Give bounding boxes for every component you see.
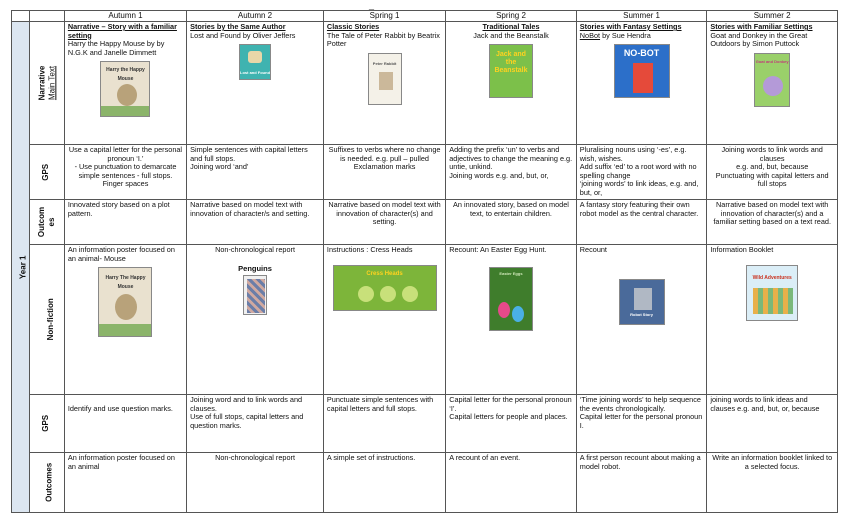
book-cover-image <box>333 265 437 311</box>
book-cover-image <box>746 265 798 321</box>
gps-cell: Joining words to link words and clauses e.g. and, but, because Punctuating with capital letters and full stops <box>707 145 838 200</box>
cover-title: NO-BOT <box>623 48 660 59</box>
gps-label-cell <box>29 395 64 453</box>
gps-label: GPS <box>41 415 51 432</box>
nonfiction-label-cell <box>29 245 64 395</box>
nonfiction-cell <box>576 245 707 395</box>
nonfiction-cell <box>446 245 577 395</box>
term-header: Spring 2 <box>446 11 577 22</box>
cover-title: Peter Rabbit <box>372 60 397 66</box>
outcomes-label: Outcomes <box>43 462 53 503</box>
outcomes-label-cell <box>29 200 64 245</box>
narrative-cell <box>446 22 577 145</box>
cover-title: Robot Story <box>630 312 653 317</box>
term-header: Autumn 1 <box>64 11 186 22</box>
curriculum-table <box>11 10 838 513</box>
outcome-cell: Narrative based on model text with innovation of character(s) and setting. <box>323 200 445 245</box>
gps-cell: Suffixes to verbs where no change is needed. e.g. pull – pulled Exclamation marks <box>323 145 445 200</box>
outcome-cell: A fantasy story featuring their own robot model as the central character. <box>576 200 707 245</box>
gps-cell: Simple sentences with capital letters and full stops. Joining word ‘and’ <box>187 145 324 200</box>
outcome-cell: A simple set of instructions. <box>323 453 445 513</box>
nonfiction-cell <box>187 245 324 395</box>
header-mark: _ <box>369 0 375 10</box>
book-text: Lost and Found by Oliver Jeffers <box>190 30 296 40</box>
outcome-cell: An innovated story, based on model text, to entertain children. <box>446 200 577 245</box>
corner-cell-2 <box>29 11 64 22</box>
term-header: Summer 2 <box>707 11 838 22</box>
narrative-label: Narrative <box>36 65 46 101</box>
narrative-cell <box>323 22 445 145</box>
year-cell <box>12 22 30 513</box>
term-header-row <box>12 11 838 22</box>
gps-cell: joining words to link ideas and clauses e.g. and, but, or, because <box>707 395 838 453</box>
narrative-cell <box>187 22 324 145</box>
cover-title: Lost and Found <box>240 69 271 75</box>
genre-title: Traditional Tales <box>482 22 540 31</box>
nonfiction-cell <box>323 245 445 395</box>
nonfiction-row <box>12 245 838 395</box>
book-cover-image <box>754 53 790 107</box>
genre-title: Stories with Fantasy Settings <box>579 22 682 31</box>
outcome-cell: A recount of an event. <box>446 453 577 513</box>
gps-cell: Joining word and to link words and clauses. Use of full stops, capital letters and question marks. <box>187 395 324 453</box>
gps-label-cell <box>29 145 64 200</box>
book-cover-image <box>489 44 533 98</box>
book-cover-image <box>239 44 271 80</box>
nonfiction-text: An information poster focused on an animal- Mouse <box>67 245 175 263</box>
outcomes-row-2 <box>12 453 838 513</box>
genre-title: Classic Stories <box>326 22 380 31</box>
outcome-cell: Non-chronological report <box>187 453 324 513</box>
nonfiction-text: Recount: An Easter Egg Hunt. <box>449 245 547 254</box>
outcome-cell: Narrative based on model text with innovation of character/s and setting. <box>187 200 324 245</box>
nonfiction-title: Penguins <box>238 263 272 273</box>
gps-cell: Identify and use question marks. <box>64 395 186 453</box>
term-header: Autumn 2 <box>187 11 324 22</box>
book-cover-image <box>98 267 152 337</box>
genre-title: Stories with Familiar Settings <box>710 22 813 31</box>
cover-title: Goat and Donkey <box>755 58 789 64</box>
outcome-cell: Innovated story based on a plot pattern. <box>64 200 186 245</box>
nonfiction-cell <box>64 245 186 395</box>
gps-cell: Adding the prefix ‘un’ to verbs and adjectives to change the meaning e.g. untie, unkind. Joining words e.g. and, but, or, <box>446 145 577 200</box>
cover-title: Harry The Happy Mouse <box>105 275 146 290</box>
book-cover-image <box>614 44 670 98</box>
outcomes-label-end: es <box>46 217 56 227</box>
narrative-label-cell <box>29 22 64 145</box>
book-cover-image <box>243 275 267 315</box>
outcomes-row <box>12 200 838 245</box>
main-text-label: Main Text <box>46 65 56 101</box>
book-text: by Sue Hendra <box>600 30 651 40</box>
cover-title: Easter Eggs <box>499 270 523 276</box>
nonfiction-text: Information Booklet <box>710 245 774 254</box>
narrative-row <box>12 22 838 145</box>
gps-cell: Punctuate simple sentences with capital letters and full stops. <box>323 395 445 453</box>
nonfiction-text: Recount <box>579 245 607 254</box>
cover-title: Harry the Happy Mouse <box>106 67 145 82</box>
nonfiction-label: Non-fiction <box>45 298 55 341</box>
narrative-cell <box>576 22 707 145</box>
gps-cell: Use a capital letter for the personal pronoun ‘I.’ - Use punctuation to demarcate simple sentences - full stops. Finger spaces <box>64 145 186 200</box>
outcomes-label-cell <box>29 453 64 513</box>
book-text: The Tale of Peter Rabbit by Beatrix Potter <box>326 30 440 49</box>
book-cover-image <box>368 53 402 105</box>
term-header: Summer 1 <box>576 11 707 22</box>
outcome-cell: A first person recount about making a model robot. <box>576 453 707 513</box>
outcomes-label: Outcom <box>36 206 46 238</box>
book-cover-image <box>100 61 150 117</box>
gps-cell: ‘Time joining words’ to help sequence the events chronologically. Capital letter for the personal pronoun I. <box>576 395 707 453</box>
book-text: Goat and Donkey in the Great Outdoors by Simon Puttock <box>710 30 808 49</box>
genre-title: Narrative – Story with a familiar setting <box>67 22 177 40</box>
book-cover-image <box>619 279 665 325</box>
gps-row-2 <box>12 395 838 453</box>
cover-title: Jack and the Beanstalk <box>494 51 528 75</box>
outcome-cell: Narrative based on model text with innovation of character(s) and a familiar setting based on a text read. <box>707 200 838 245</box>
genre-title: Stories by the Same Author <box>190 22 286 31</box>
cover-title: Cress Heads <box>366 270 403 277</box>
outcome-cell: An information poster focused on an animal <box>64 453 186 513</box>
narrative-cell <box>64 22 186 145</box>
gps-cell: Pluralising nouns using ‘-es’, e.g. wish, wishes. Add suffix ‘ed’ to a root word with no spelling change ‘joining words’ to link ideas, e.g. and, but, or, <box>576 145 707 200</box>
book-link-text: NoBot <box>579 30 601 40</box>
book-text: Jack and the Beanstalk <box>473 30 549 40</box>
nonfiction-cell <box>707 245 838 395</box>
cover-title: Wild Adventures <box>752 274 792 281</box>
nonfiction-text: Instructions : Cress Heads <box>326 245 413 254</box>
term-header: Spring 1 <box>323 11 445 22</box>
book-cover-image <box>489 267 533 331</box>
nonfiction-text: Non-chronological report <box>215 245 295 254</box>
gps-row <box>12 145 838 200</box>
book-text: Harry the Happy Mouse by by N.G.K and Janelle Dimmett <box>67 39 165 57</box>
gps-cell: Capital letter for the personal pronoun ‘I’. Capital letters for people and places. <box>446 395 577 453</box>
corner-cell <box>12 11 30 22</box>
gps-label: GPS <box>41 163 51 181</box>
year-label: Year 1 <box>18 255 28 279</box>
narrative-cell <box>707 22 838 145</box>
outcome-cell: Write an information booklet linked to a selected focus. <box>707 453 838 513</box>
